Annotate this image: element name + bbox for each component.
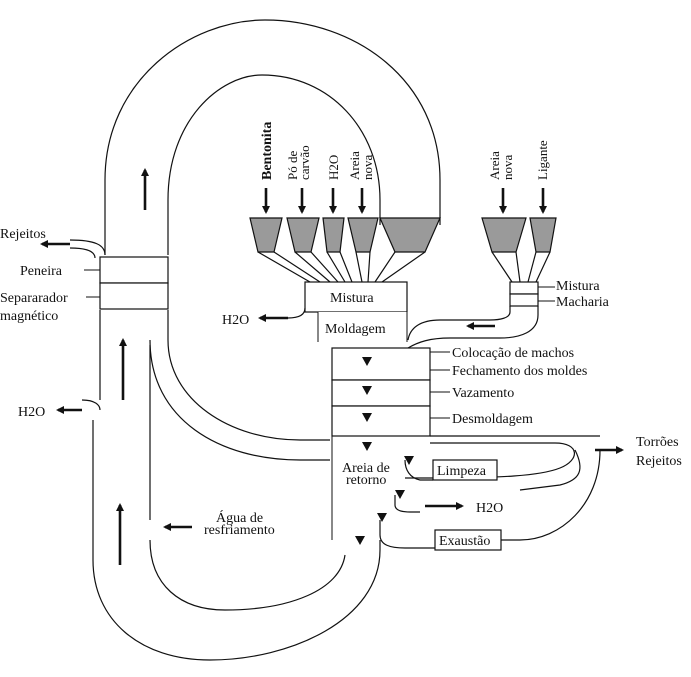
label-agua-1: Água de <box>216 511 264 526</box>
label-vazamento: Vazamento <box>452 386 515 401</box>
label-ligante: Ligante <box>535 140 550 180</box>
hopper-return-sand <box>380 218 440 252</box>
label-areia-retorno-2: retorno <box>346 473 387 488</box>
exaustao-loop <box>501 450 600 540</box>
rejeitos-bend-2 <box>70 248 95 258</box>
step-vazamento <box>332 380 430 406</box>
step-colocacao <box>332 348 430 380</box>
hopper-bentonita <box>250 218 282 252</box>
label-colocacao: Colocação de machos <box>452 346 575 361</box>
h2o-branch <box>395 495 420 512</box>
hopper-ligante <box>530 218 556 252</box>
label-areia-nova-2: nova <box>360 154 375 180</box>
label-h2o-right: H2O <box>476 501 504 516</box>
label-rejeitos-right: Rejeitos <box>636 454 682 469</box>
macharia-mix-box <box>510 282 538 294</box>
left-outer-h2o-bend <box>82 400 100 410</box>
label-desmoldagem: Desmoldagem <box>452 412 533 427</box>
macharia-box <box>510 294 538 306</box>
down-tri-5 <box>395 490 405 499</box>
label-mistura: Mistura <box>330 291 374 306</box>
label-rejeitos-left: Rejeitos <box>0 227 46 242</box>
macharia-to-moldagem-2 <box>408 306 510 340</box>
down-tri-4 <box>362 442 372 451</box>
down-tri-7 <box>355 536 365 545</box>
chute-lines <box>258 252 425 282</box>
label-torroes: Torrões <box>636 435 679 450</box>
label-limpeza: Limpeza <box>437 464 486 479</box>
left-outer-lower <box>93 420 380 660</box>
label-h2o-left: H2O <box>18 405 46 420</box>
step-desmoldagem <box>332 406 430 436</box>
left-inner-lower <box>150 540 345 610</box>
hopper-macharia-areia <box>482 218 526 252</box>
down-tri-6 <box>377 513 387 522</box>
label-macharia-areia-2: nova <box>500 154 515 180</box>
separador-box <box>100 283 168 309</box>
limpeza-loop <box>520 450 580 490</box>
peneira-box <box>100 257 168 283</box>
label-agua-2: resfriamento <box>204 523 275 538</box>
label-po-carvao-1: Pó de <box>285 150 300 180</box>
label-h2o-mixer: H2O <box>222 313 250 328</box>
label-bentonita: Bentonita <box>260 121 275 180</box>
exaustao-return <box>380 520 435 548</box>
label-h2o-input: H2O <box>326 154 341 180</box>
label-separador-2: magnético <box>0 309 59 324</box>
label-macharia-areia-1: Areia <box>487 151 502 180</box>
hopper-areia-nova <box>348 218 378 252</box>
label-areia-nova-1: Areia <box>347 151 362 180</box>
label-exaustao: Exaustão <box>439 534 491 549</box>
rejeitos-bend <box>70 240 105 255</box>
label-fechamento: Fechamento dos moldes <box>452 364 588 379</box>
hopper-po-carvao <box>287 218 319 252</box>
label-po-carvao-2: carvão <box>297 145 312 180</box>
label-macharia: Macharia <box>556 295 609 310</box>
label-peneira: Peneira <box>20 264 62 279</box>
label-separador-1: Separarador <box>0 291 68 306</box>
label-moldagem: Moldagem <box>325 322 386 337</box>
macharia-chutes <box>492 252 550 282</box>
middle-return-curve <box>168 310 330 440</box>
hopper-h2o <box>323 218 344 252</box>
middle-return-curve-outer <box>150 340 330 460</box>
label-areia-retorno-1: Areia de <box>342 461 390 476</box>
mixer-h2o-bend <box>288 308 305 318</box>
label-macharia-mistura: Mistura <box>556 279 600 294</box>
